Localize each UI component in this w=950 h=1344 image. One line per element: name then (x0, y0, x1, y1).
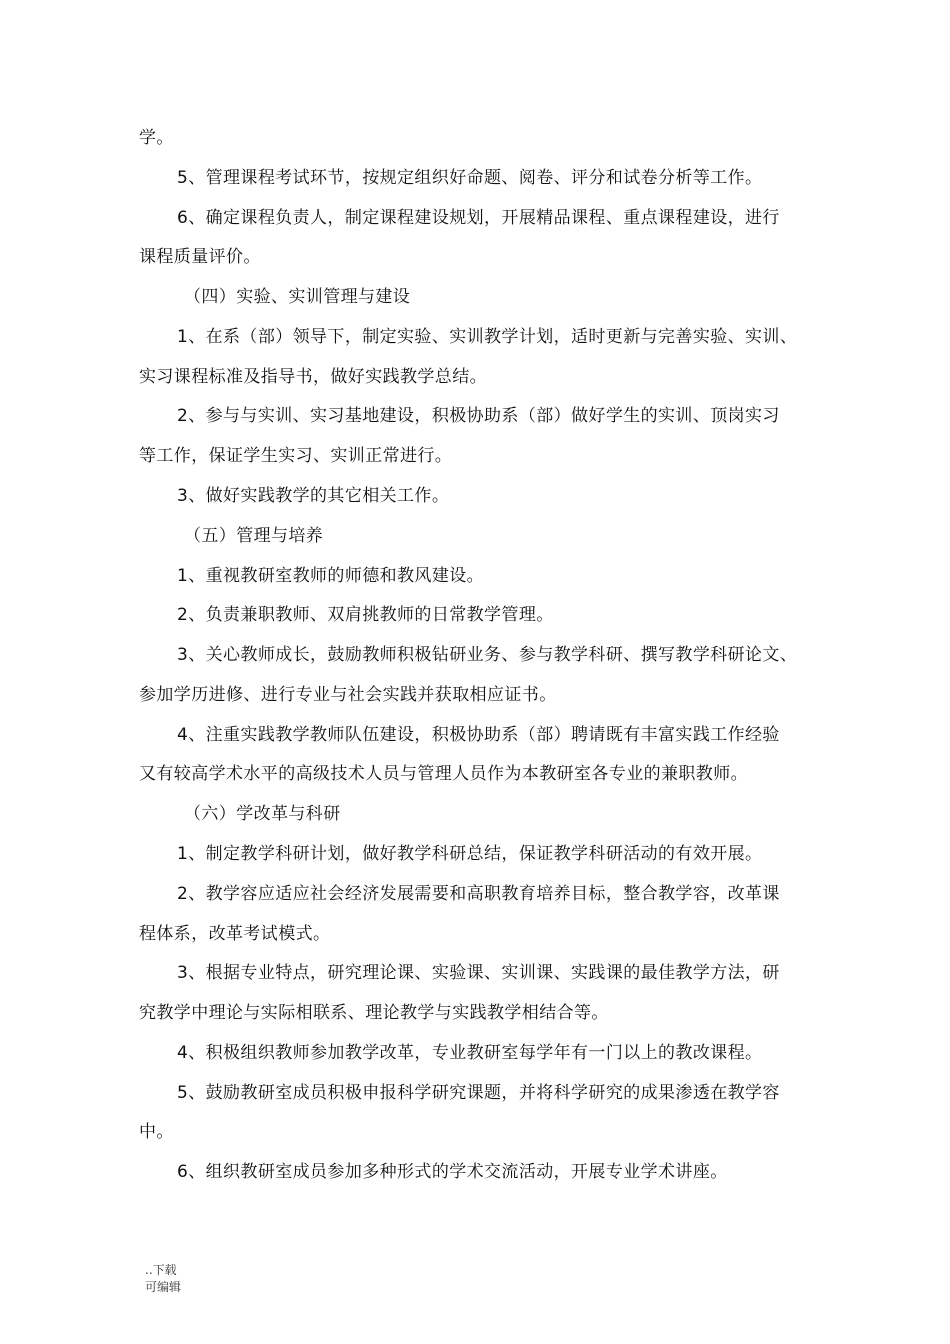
text-line: 等工作，保证学生实习、实训正常进行。 (139, 446, 453, 466)
text-line: 1、在系（部）领导下，制定实验、实训教学计划，适时更新与完善实验、实训、 (177, 327, 798, 347)
footer-editable-note: 可编辑 (145, 1280, 182, 1294)
section-heading: （五）管理与培养 (184, 526, 324, 546)
text-line: 3、关心教师成长，鼓励教师积极钻研业务、参与教学科研、撰写教学科研论文、 (177, 645, 798, 665)
section-heading: （四）实验、实训管理与建设 (184, 287, 411, 307)
text-line: 1、制定教学科研计划，做好教学科研总结，保证教学科研活动的有效开展。 (177, 844, 763, 864)
text-line: 4、注重实践教学教师队伍建设，积极协助系（部）聘请既有丰富实践工作经验 (177, 725, 780, 745)
text-line: 实习课程标准及指导书，做好实践教学总结。 (139, 367, 487, 387)
text-line: 2、负责兼职教师、双肩挑教师的日常教学管理。 (177, 605, 554, 625)
text-line: 6、组织教研室成员参加多种形式的学术交流活动，开展专业学术讲座。 (177, 1162, 728, 1182)
text-line: 2、参与与实训、实习基地建设，积极协助系（部）做好学生的实训、顶岗实习 (177, 406, 780, 426)
text-line: 究教学中理论与实际相联系、理论教学与实践教学相结合等。 (139, 1003, 609, 1023)
text-line: 中。 (139, 1122, 174, 1142)
text-line: 6、确定课程负责人，制定课程建设规划，开展精品课程、重点课程建设，进行 (177, 208, 780, 228)
footer-download-note: ..下载 (145, 1263, 177, 1277)
text-line: 3、做好实践教学的其它相关工作。 (177, 486, 450, 506)
text-line: 参加学历进修、进行专业与社会实践并获取相应证书。 (139, 685, 557, 705)
text-line: 4、积极组织教师参加教学改革，专业教研室每学年有一门以上的教改课程。 (177, 1043, 763, 1063)
text-line: 1、重视教研室教师的师德和教风建设。 (177, 566, 485, 586)
text-line: 5、鼓励教研室成员积极申报科学研究课题，并将科学研究的成果渗透在教学容 (177, 1083, 780, 1103)
text-line: 2、教学容应适应社会经济发展需要和高职教育培养目标，整合教学容，改革课 (177, 884, 780, 904)
text-line: 又有较高学术水平的高级技术人员与管理人员作为本教研室各专业的兼职教师。 (139, 764, 748, 784)
text-line: 5、管理课程考试环节，按规定组织好命题、阅卷、评分和试卷分析等工作。 (177, 168, 763, 188)
section-heading: （六）学改革与科研 (184, 804, 341, 824)
text-line: 程体系，改革考试模式。 (139, 924, 331, 944)
text-line: 课程质量评价。 (139, 247, 261, 267)
text-line: 学。 (139, 128, 174, 148)
text-line: 3、根据专业特点，研究理论课、实验课、实训课、实践课的最佳教学方法，研 (177, 963, 780, 983)
